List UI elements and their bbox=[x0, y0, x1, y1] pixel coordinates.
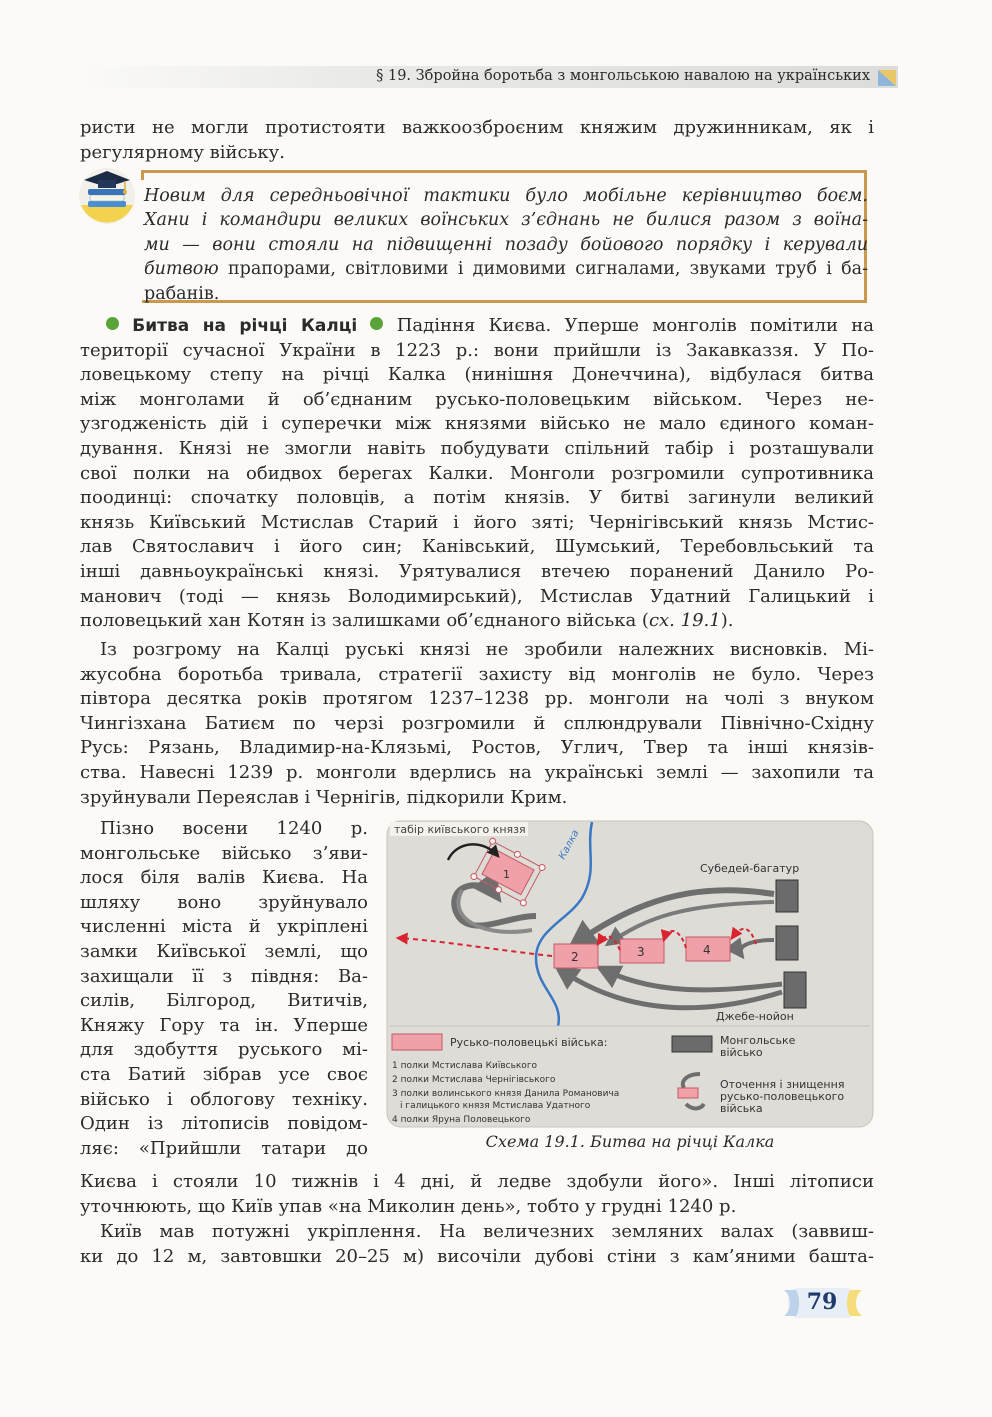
legend-rus-item: 1 полки Мстислава Київського bbox=[392, 1061, 538, 1071]
text-run: прапорами, світловими і димовими сигналами, звуками труб і ба- bbox=[218, 259, 868, 280]
text-line: замки Київської землі, що bbox=[80, 940, 368, 962]
legend-rus-item: 4 полки Яруна Половецького bbox=[392, 1115, 531, 1125]
legend-rus-item: 2 полки Мстислава Чернігівського bbox=[392, 1075, 556, 1085]
legend-rus-title: Русько-половецькі війська: bbox=[450, 1036, 608, 1049]
text-line bbox=[144, 257, 868, 281]
text-run: половецький хан Котян із залишками об’єднаного війська ( bbox=[80, 610, 649, 632]
text-run: ). bbox=[720, 610, 734, 632]
legend-encircle-swatch bbox=[678, 1088, 698, 1098]
mongol-leader-bottom: Джебе-нойон bbox=[716, 1010, 794, 1023]
text-run: Падіння Києва. Уперше монголів помітили на bbox=[383, 315, 874, 336]
text-line: поодинці: спочатку половців, а потім князів. У битві загинули великий bbox=[80, 487, 874, 509]
kalka-battle-diagram bbox=[386, 820, 874, 1164]
text-line: уточнюють, що Київ упав «на Миколин день», тобто у грудні 1240 р. bbox=[80, 1195, 737, 1217]
legend-encircle-label: Оточення і знищення bbox=[720, 1078, 845, 1091]
text-line bbox=[80, 609, 874, 634]
text-line: захищали її з півдня: Ва- bbox=[80, 965, 368, 987]
unit-3-label: 3 bbox=[637, 945, 645, 959]
text-line: Хани і командири великих воїнських з’єднань не билися разом з воїна- bbox=[144, 210, 868, 231]
text-line: свої полки на обидвох берегах Калки. Монголи розгромили супротивника bbox=[80, 462, 874, 484]
unit-2-label: 2 bbox=[571, 950, 579, 964]
legend-mongol-label: військо bbox=[720, 1046, 763, 1059]
text-line: між монголами й об’єднаним русько-половецьким військом. Через не- bbox=[80, 388, 874, 410]
legend-encircle-label: русько-половецького bbox=[720, 1090, 845, 1103]
intro-paragraph bbox=[80, 116, 874, 165]
mongol-leader-top: Субедей-багатур bbox=[700, 862, 800, 875]
mongol-unit-top bbox=[776, 880, 798, 912]
text-line: ристи не могли протистояти важкоозброєним княжим дружинникам, як і bbox=[80, 117, 874, 138]
paragraph-kyiv-siege-column bbox=[80, 817, 368, 1161]
text-line: регулярному війську. bbox=[80, 141, 285, 163]
text-line: рабанів. bbox=[144, 283, 220, 304]
unit-4-label: 4 bbox=[703, 943, 711, 957]
aside-text bbox=[144, 184, 868, 306]
legend-mongol-label: Монгольське bbox=[720, 1034, 796, 1047]
text-line: дування. Князі не змогли навіть побудувати спільний табір і розташували bbox=[80, 437, 874, 459]
unit-1-label: 1 bbox=[503, 868, 510, 881]
text-line: Новим для середньовічної тактики було мобільне керівництво боєм. bbox=[144, 186, 868, 206]
text-line: ста Батий зібрав усе своє bbox=[80, 1063, 368, 1085]
bullet-icon bbox=[106, 317, 119, 330]
text-line: ми — вони стояли на підвищенні позаду бойового порядку і керували bbox=[144, 234, 868, 255]
section-kalka-paragraph bbox=[80, 314, 874, 634]
text-line: жусобна боротьба тривала, стратегії захисту від монголів не було. Через bbox=[80, 663, 874, 685]
paragraph-batu-invasion bbox=[80, 638, 874, 810]
bullet-icon bbox=[370, 317, 383, 330]
text-line: для здобуття руського мі- bbox=[80, 1039, 368, 1061]
text-line: Княжу Гору та ін. Уперше bbox=[80, 1014, 368, 1036]
text-line bbox=[80, 314, 874, 339]
text-line: лав Святославич і його син; Канівський, Шумський, Теребовльський та bbox=[80, 536, 874, 558]
text-line: ки до 12 м, завтовшки 20–25 м) височіли дубові стіни з кам’яними башта- bbox=[80, 1245, 874, 1267]
legend-mongol-swatch bbox=[672, 1036, 712, 1052]
text-line: ляє: «Прийшли татари до bbox=[80, 1137, 368, 1159]
legend-rus-item: і галицького князя Мстислава Удатного bbox=[400, 1101, 591, 1111]
text-line: інші давньоукраїнські князі. Урятувалися втечею поранений Данило Ро- bbox=[80, 560, 874, 582]
header-corner-mark bbox=[878, 70, 896, 86]
scheme-reference: сх. 19.1 bbox=[648, 610, 721, 632]
camp-label: табір київського князя bbox=[394, 823, 526, 836]
mongol-unit-bottom bbox=[784, 972, 806, 1008]
page-number: 79 bbox=[806, 1289, 838, 1315]
text-line: монгольське військо з’яви- bbox=[80, 842, 368, 864]
text-line: Із розгрому на Калці руські князі не зробили належних висновків. Мі- bbox=[100, 639, 874, 660]
section-title: Битва на річці Калці bbox=[132, 316, 358, 336]
mongol-unit-middle bbox=[776, 926, 798, 960]
text-line: Чингізхана Батиєм по черзі розгромили й сплюндрували Північно-Східну bbox=[80, 712, 874, 734]
text-line: узгодженість дій і суперечки між князями військо не мало єдиного коман- bbox=[80, 413, 874, 435]
legend-rus-item: 3 полки волинського князя Данила Романовича bbox=[392, 1089, 620, 1099]
text-line: території сучасної України в 1223 р.: вони прийшли із Закавказзя. У По- bbox=[80, 339, 874, 361]
text-line: півтора десятка років протягом 1237–1238 рр. монголи на чолі з внуком bbox=[80, 688, 874, 710]
text-line: силів, Білгород, Витичів, bbox=[80, 990, 368, 1012]
text-line: ства. Навесні 1239 р. монголи вдерлись на українські землі — захопили та bbox=[80, 761, 874, 783]
legend-encircle-label: війська bbox=[720, 1102, 763, 1115]
text-line: лося біля валів Києва. На bbox=[80, 867, 368, 889]
figure-caption: Схема 19.1. Битва на річці Калка bbox=[485, 1132, 775, 1151]
text-line: ловецькому степу на річці Калка (нинішня Донеччина), відбулася битва bbox=[80, 364, 874, 386]
text-line: шляху воно зруйнувало bbox=[80, 891, 368, 913]
graduation-cap-books-icon bbox=[78, 165, 136, 227]
text-line: князь Київський Мстислав Старий і його зяті; Чернігівський князь Мстис- bbox=[80, 511, 874, 533]
text-line: манович (тоді — князь Володимирський), Мстислав Удатний Галицький і bbox=[80, 585, 874, 607]
paragraph-kyiv-fortifications bbox=[80, 1220, 874, 1269]
text-line: Русь: Рязань, Владимир-на-Клязьмі, Ростов, Углич, Твер та інші князів- bbox=[80, 737, 874, 759]
running-header-title: § 19. Збройна боротьба з монгольською навалою на українських bbox=[376, 68, 870, 84]
text-italic: битвою bbox=[144, 259, 219, 280]
text-line: Пізно восени 1240 р. bbox=[100, 818, 368, 839]
legend-rus-swatch bbox=[392, 1034, 442, 1050]
text-line: численні міста й укріплені bbox=[80, 916, 368, 938]
text-line: Один із літописів повідом- bbox=[80, 1113, 368, 1135]
paragraph-kyiv-siege-continued bbox=[80, 1170, 874, 1219]
river-label: Калка bbox=[556, 828, 582, 862]
text-line: Київ мав потужні укріплення. На величезних земляних валах (заввиш- bbox=[100, 1221, 874, 1242]
text-line: зруйнували Переяслав і Чернігів, підкорили Крим. bbox=[80, 786, 568, 808]
text-line: Києва і стояли 10 тижнів і 4 дні, й ледве здобули його». Інші літописи bbox=[80, 1171, 874, 1192]
text-line: військо і облогову техніку. bbox=[80, 1088, 368, 1110]
